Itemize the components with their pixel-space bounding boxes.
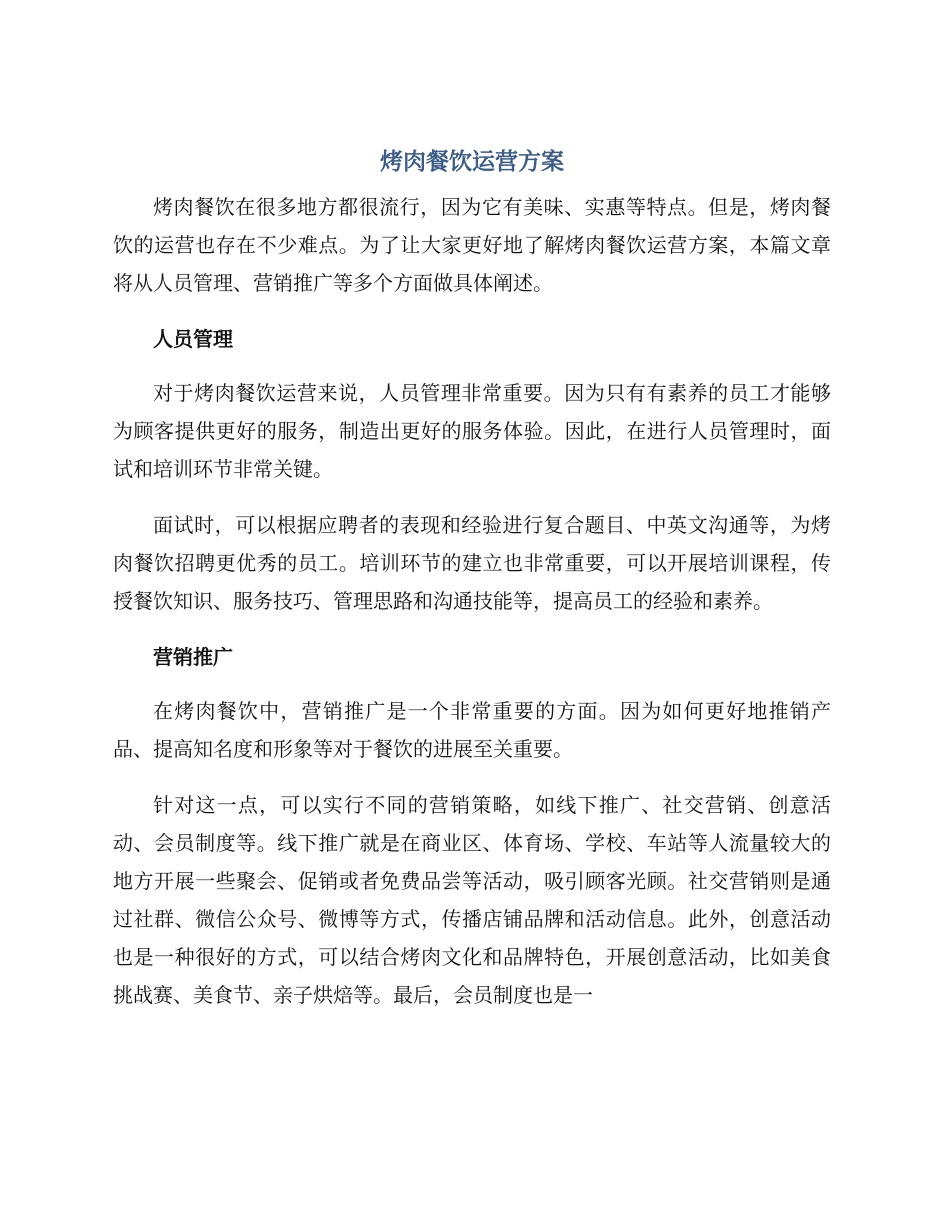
document-title: 烤肉餐饮运营方案 xyxy=(380,149,564,175)
personnel-paragraph-1: 对于烤肉餐饮运营来说，人员管理非常重要。因为只有有素养的员工才能够为顾客提供更好的服务，制造出更好的服务体验。因此，在进行人员管理时，面试和培训环节非常关键。 xyxy=(113,381,831,481)
marketing-paragraph-1: 在烤肉餐饮中，营销推广是一个非常重要的方面。因为如何更好地推销产品、提高知名度和形象等对于餐饮的进展至关重要。 xyxy=(113,699,831,761)
section-heading-marketing: 营销推广 xyxy=(153,645,233,669)
intro-paragraph: 烤肉餐饮在很多地方都很流行，因为它有美味、实惠等特点。但是，烤肉餐饮的运营也存在不少难点。为了让大家更好地了解烤肉餐饮运营方案，本篇文章将从人员管理、营销推广等多个方面做具体阐述。 xyxy=(113,195,831,295)
document-page xyxy=(113,142,831,1032)
personnel-paragraph-2: 面试时，可以根据应聘者的表现和经验进行复合题目、中英文沟通等，为烤肉餐饮招聘更优秀的员工。培训环节的建立也非常重要，可以开展培训课程，传授餐饮知识、服务技巧、管理思路和沟通技能等，提高员工的经验和素养。 xyxy=(113,513,831,613)
section-heading-personnel: 人员管理 xyxy=(153,327,233,351)
marketing-paragraph-2: 针对这一点，可以实行不同的营销策略，如线下推广、社交营销、创意活动、会员制度等。线下推广就是在商业区、体育场、学校、车站等人流量较大的地方开展一些聚会、促销或者免费品尝等活动，吸引顾客光顾。社交营销则是通过社群、微信公众号、微博等方式，传播店铺品牌和活动信息。此外，创意活动也是一种很好的方式，可以结合烤肉文化和品牌特色，开展创意活动，比如美食挑战赛、美食节、亲子烘焙等。最后，会员制度也是一 xyxy=(113,793,831,1007)
